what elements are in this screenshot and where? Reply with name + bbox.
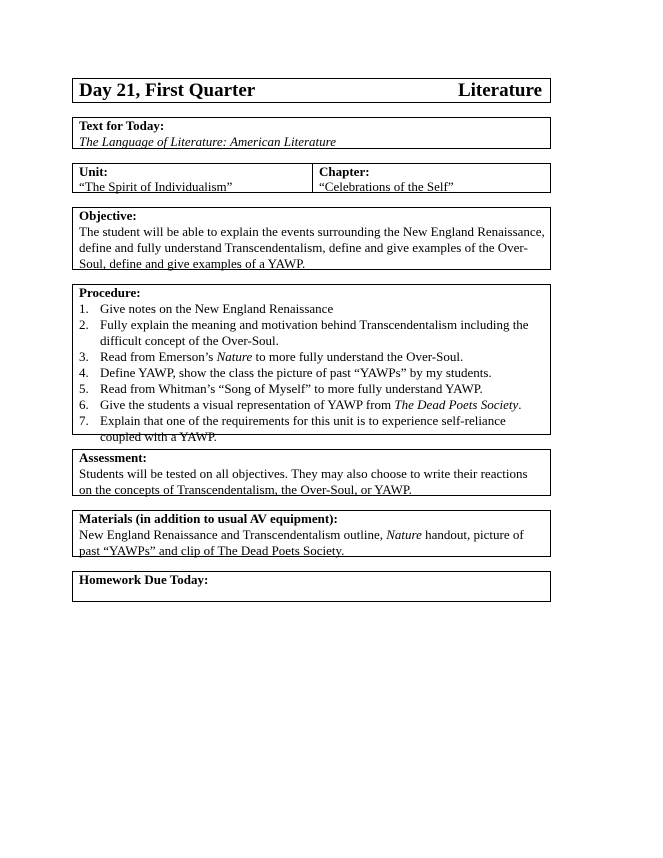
materials-line: past “YAWPs” and clip of The Dead Poets Society. bbox=[79, 543, 345, 558]
procedure-label: Procedure: bbox=[79, 285, 141, 300]
day-title: Day 21, First Quarter bbox=[79, 80, 256, 101]
procedure-item bbox=[79, 413, 550, 445]
chapter-label: Chapter: bbox=[319, 164, 370, 179]
item-number: 3. bbox=[79, 349, 89, 364]
materials-box bbox=[72, 510, 551, 557]
unit-cell bbox=[73, 164, 313, 192]
unit-chapter-box bbox=[72, 163, 551, 193]
unit-label: Unit: bbox=[79, 164, 108, 179]
assessment-label: Assessment: bbox=[79, 450, 147, 465]
materials-text: handout, picture of bbox=[421, 527, 524, 542]
materials-text: New England Renaissance and Transcendentalism outline, bbox=[79, 527, 387, 542]
procedure-item bbox=[79, 381, 550, 397]
item-text: Explain that one of the requirements for this unit is to experience self-reliance bbox=[100, 413, 506, 428]
item-text: . bbox=[518, 397, 522, 412]
materials-label: Materials (in addition to usual AV equipment): bbox=[79, 511, 338, 526]
chapter-value: “Celebrations of the Self” bbox=[319, 179, 454, 194]
item-text: Fully explain the meaning and motivation behind Transcendentalism including the bbox=[100, 317, 529, 332]
procedure-list bbox=[79, 301, 550, 445]
objective-label: Objective: bbox=[79, 208, 137, 223]
text-for-today-label: Text for Today: bbox=[79, 118, 165, 133]
item-number: 4. bbox=[79, 365, 89, 380]
homework-label: Homework Due Today: bbox=[79, 572, 209, 587]
objective-line: The student will be able to explain the events surrounding the New England Renaissance, bbox=[79, 224, 545, 239]
item-number: 2. bbox=[79, 317, 89, 332]
item-italic-title: The Dead Poets Society bbox=[394, 397, 519, 412]
materials-italic-title: Nature bbox=[386, 527, 422, 542]
procedure-item bbox=[79, 397, 550, 413]
procedure-item bbox=[79, 349, 550, 365]
procedure-item bbox=[79, 301, 550, 317]
text-for-today-value: The Language of Literature: American Literature bbox=[79, 134, 336, 149]
item-italic-title: Nature bbox=[216, 349, 253, 364]
item-text: to more fully understand the Over-Soul. bbox=[252, 349, 464, 364]
item-number: 1. bbox=[79, 301, 89, 316]
procedure-box bbox=[72, 284, 551, 444]
procedure-item bbox=[79, 365, 550, 381]
assessment-line: Students will be tested on all objectives. They may also choose to write their reactions bbox=[79, 466, 528, 481]
homework-box bbox=[72, 571, 551, 602]
subject-title: Literature bbox=[457, 80, 542, 101]
item-text: Define YAWP, show the class the picture of past “YAWPs” by my students. bbox=[100, 365, 492, 380]
objective-box bbox=[72, 207, 551, 270]
objective-line: define and fully understand Transcendentalism, define and give examples of the Over- bbox=[79, 240, 528, 255]
item-number: 6. bbox=[79, 397, 89, 412]
item-number: 5. bbox=[79, 381, 89, 396]
unit-value: “The Spirit of Individualism” bbox=[79, 179, 233, 194]
item-number: 7. bbox=[79, 413, 89, 428]
item-text: difficult concept of the Over-Soul. bbox=[100, 333, 279, 348]
assessment-box bbox=[72, 449, 551, 496]
chapter-cell bbox=[313, 164, 550, 192]
lesson-header bbox=[72, 78, 551, 103]
objective-line: Soul, define and give examples of a YAWP. bbox=[79, 256, 306, 271]
item-text: Give notes on the New England Renaissance bbox=[100, 301, 334, 316]
item-text: Give the students a visual representation of YAWP from bbox=[100, 397, 395, 412]
item-text: coupled with a YAWP. bbox=[100, 429, 217, 444]
item-text: Read from Emerson’s bbox=[100, 349, 217, 364]
assessment-line: on the concepts of Transcendentalism, the Over-Soul, or YAWP. bbox=[79, 482, 412, 497]
text-for-today-box bbox=[72, 117, 551, 149]
materials-line bbox=[79, 527, 550, 543]
procedure-item bbox=[79, 317, 550, 349]
item-text: Read from Whitman’s “Song of Myself” to more fully understand YAWP. bbox=[100, 381, 483, 396]
